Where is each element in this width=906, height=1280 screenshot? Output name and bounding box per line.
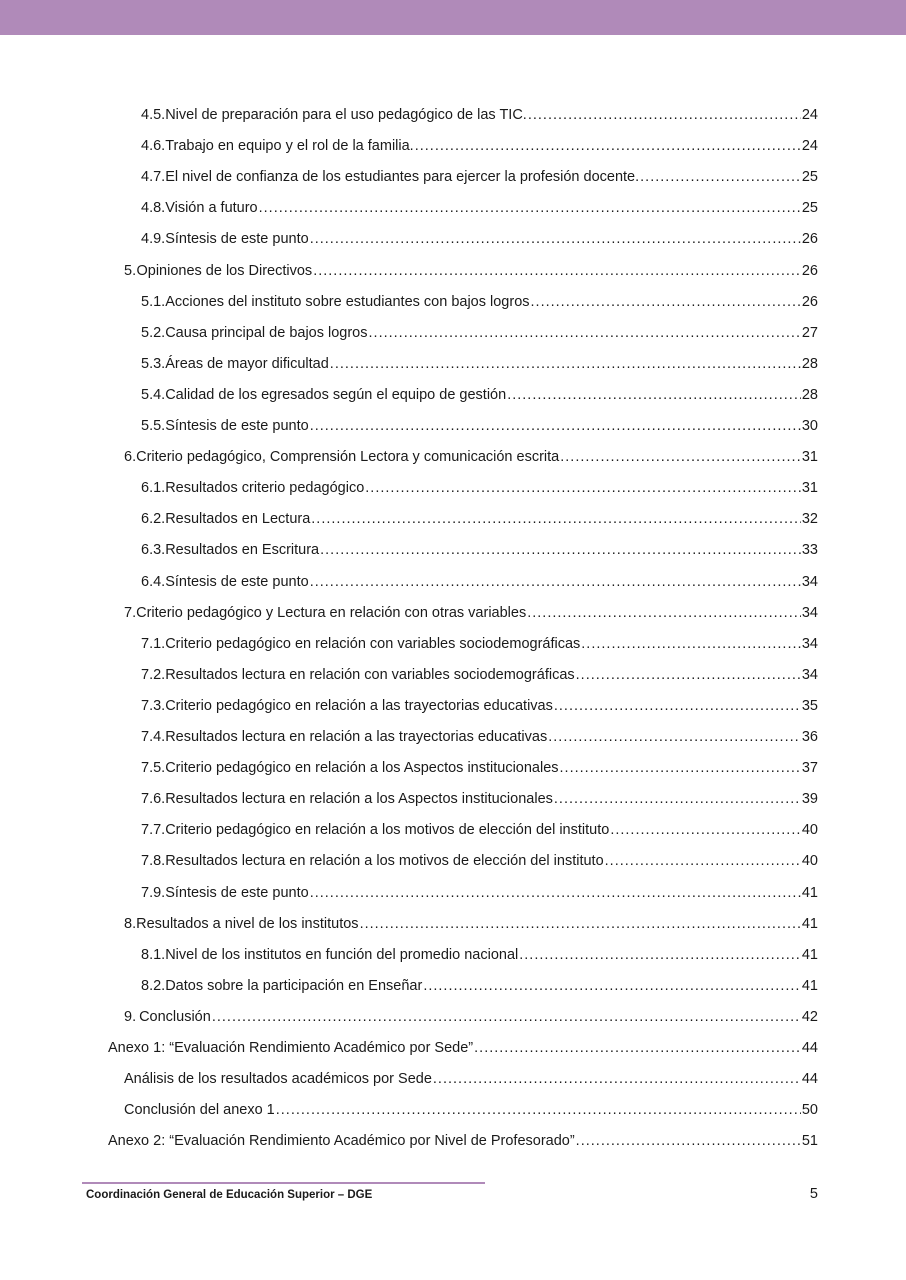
toc-entry[interactable] — [141, 511, 818, 531]
dot-leader — [313, 263, 801, 279]
dot-leader — [360, 916, 801, 932]
toc-entry-number: 8. — [124, 915, 137, 932]
dot-leader — [310, 574, 801, 590]
toc-entry-title: Datos sobre la participación en Enseñar — [165, 977, 423, 994]
toc-entry[interactable] — [141, 200, 818, 220]
toc-entry-number: 7. — [124, 604, 137, 621]
toc-entry-page: 35 — [801, 697, 818, 714]
toc-entry-page: 31 — [801, 480, 818, 497]
toc-entry[interactable] — [124, 1009, 818, 1029]
toc-entry-page: 27 — [801, 324, 818, 341]
toc-entry-number: 5.4. — [141, 386, 166, 403]
toc-entry[interactable] — [141, 698, 818, 718]
toc-entry-number: 7.7. — [141, 822, 166, 839]
dot-leader — [610, 822, 801, 838]
toc-entry-title: Síntesis de este punto — [165, 573, 309, 590]
dot-leader — [310, 231, 801, 247]
toc-entry-title: Criterio pedagógico y Lectura en relación con otras variables — [136, 604, 527, 621]
toc-entry-title: Análisis de los resultados académicos por Sede — [124, 1071, 432, 1088]
dot-leader — [310, 418, 801, 434]
toc-entry-title: Criterio pedagógico en relación con variables sociodemográficas — [165, 635, 581, 652]
toc-entry-title: Resultados a nivel de los institutos — [136, 915, 359, 932]
toc-entry-number: 4.7. — [141, 169, 166, 186]
toc-entry-page: 37 — [801, 760, 818, 777]
dot-leader — [554, 698, 801, 714]
toc-entry-number: 7.3. — [141, 697, 166, 714]
toc-entry-page: 26 — [801, 262, 818, 279]
toc-entry-number: 7.1. — [141, 635, 166, 652]
toc-entry-page: 50 — [801, 1102, 818, 1119]
toc-entry-page: 28 — [801, 386, 818, 403]
dot-leader — [369, 325, 801, 341]
dot-leader — [554, 791, 801, 807]
toc-entry-number: 7.6. — [141, 791, 166, 808]
toc-entry-page: 25 — [801, 200, 818, 217]
footer-divider — [82, 1182, 485, 1184]
toc-entry-page: 30 — [801, 418, 818, 434]
toc-entry-title: Criterio pedagógico en relación a las trayectorias educativas — [165, 697, 553, 714]
toc-entry-page: 24 — [801, 138, 818, 155]
toc-entry[interactable] — [124, 449, 818, 469]
dot-leader — [560, 449, 801, 465]
dot-leader — [259, 200, 801, 216]
toc-entry-title: Síntesis de este punto — [165, 884, 309, 901]
toc-entry-number: 8.2. — [141, 977, 166, 994]
toc-entry[interactable] — [141, 760, 818, 780]
dot-leader — [560, 760, 801, 776]
toc-entry-number: 6.2. — [141, 511, 166, 528]
toc-entry-page: 34 — [801, 635, 818, 652]
toc-entry[interactable] — [141, 729, 818, 749]
toc-entry-title: Resultados criterio pedagógico — [165, 480, 365, 497]
dot-leader — [527, 605, 801, 621]
toc-entry-page: 44 — [801, 1071, 818, 1088]
toc-entry-number: 6.3. — [141, 542, 166, 559]
toc-entry-page: 31 — [801, 449, 818, 466]
dot-leader — [519, 947, 801, 963]
toc-entry-page: 39 — [801, 791, 818, 808]
toc-entry[interactable] — [141, 791, 818, 811]
dot-leader — [581, 636, 801, 652]
toc-entry[interactable] — [141, 231, 818, 251]
toc-entry-title: Anexo 1: “Evaluación Rendimiento Académico por Sede” — [108, 1040, 474, 1056]
toc-entry-title: Calidad de los egresados según el equipo de gestión — [165, 386, 507, 403]
toc-entry-title: Áreas de mayor dificultad — [165, 355, 329, 372]
toc-entry-number: 7.4. — [141, 729, 166, 745]
toc-entry-title: Criterio pedagógico en relación a los motivos de elección del instituto — [165, 822, 610, 839]
toc-entry[interactable] — [124, 605, 818, 625]
toc-entry[interactable] — [141, 667, 818, 687]
toc-entry[interactable] — [141, 542, 818, 562]
dot-leader — [528, 107, 801, 123]
dot-leader — [605, 853, 801, 869]
toc-entry-page: 40 — [801, 853, 818, 870]
toc-entry-page: 40 — [801, 822, 818, 839]
dot-leader — [365, 480, 801, 496]
toc-entry-title: Criterio pedagógico en relación a los Aspectos institucionales — [165, 760, 559, 777]
dot-leader — [330, 356, 801, 372]
toc-entry[interactable] — [141, 325, 818, 345]
toc-entry[interactable] — [141, 107, 818, 127]
toc-entry[interactable] — [141, 387, 818, 407]
toc-entry-title: Opiniones de los Directivos — [136, 262, 313, 279]
toc-entry[interactable] — [124, 1102, 818, 1122]
dot-leader — [276, 1102, 801, 1118]
toc-entry-page: 32 — [801, 511, 818, 528]
toc-entry-number: 4.8. — [141, 200, 166, 217]
toc-entry[interactable] — [141, 822, 818, 842]
dot-leader — [640, 169, 801, 185]
header-bar — [0, 0, 906, 35]
toc-entry-title: Conclusión del anexo 1 — [124, 1102, 275, 1119]
toc-entry-number: 7.2. — [141, 666, 166, 683]
toc-entry-number: 9. — [124, 1008, 137, 1025]
toc-entry-title: Trabajo en equipo y el rol de la familia. — [165, 138, 414, 155]
toc-entry[interactable] — [108, 1133, 818, 1153]
toc-entry[interactable] — [141, 480, 818, 500]
toc-entry-title: Conclusión — [139, 1008, 211, 1025]
toc-entry-title: Visión a futuro — [165, 200, 258, 217]
toc-entry[interactable] — [108, 1040, 818, 1060]
toc-entry[interactable] — [141, 947, 818, 967]
toc-entry[interactable] — [141, 418, 818, 438]
toc-entry-number: 5.2. — [141, 324, 166, 341]
toc-entry-title: Criterio pedagógico, Comprensión Lectora y comunicación escrita — [136, 449, 560, 466]
dot-leader — [507, 387, 801, 403]
toc-entry[interactable] — [141, 294, 818, 314]
toc-entry[interactable] — [141, 138, 818, 158]
toc-entry-page: 41 — [801, 977, 818, 994]
toc-entry-title: Resultados en Escritura — [165, 542, 320, 559]
dot-leader — [433, 1071, 801, 1087]
toc-entry-page: 25 — [801, 169, 818, 186]
toc-entry-number: 7.9. — [141, 884, 166, 901]
toc-entry-page: 51 — [801, 1133, 818, 1150]
toc-entry-number: 4.6. — [141, 138, 166, 155]
toc-entry-number: 5.1. — [141, 293, 166, 310]
footer-text: Coordinación General de Educación Superior – DGE — [86, 1189, 373, 1201]
toc-entry[interactable] — [141, 885, 818, 905]
toc-entry-title: Nivel de preparación para el uso pedagógico de las TIC. — [165, 107, 527, 123]
toc-entry[interactable] — [141, 574, 818, 594]
toc-entry-page: 34 — [801, 604, 818, 621]
toc-entry-title: Causa principal de bajos logros — [165, 324, 368, 341]
toc-entry[interactable] — [141, 356, 818, 376]
toc-entry-number: 4.9. — [141, 231, 166, 248]
toc-entry-number: 4.5. — [141, 107, 166, 123]
dot-leader — [310, 885, 801, 901]
toc-entry[interactable] — [141, 853, 818, 873]
toc-entry[interactable] — [124, 263, 818, 283]
toc-entry-number: 6.1. — [141, 480, 166, 497]
dot-leader — [415, 138, 801, 154]
toc-entry-title: Resultados lectura en relación con variables sociodemográficas — [165, 666, 575, 683]
toc-entry-number: 7.5. — [141, 760, 166, 777]
dot-leader — [576, 1133, 801, 1149]
toc-entry-number: 6.4. — [141, 573, 166, 590]
toc-entry-page: 41 — [801, 946, 818, 963]
toc-entry-page: 24 — [801, 107, 818, 123]
toc-entry-page: 42 — [801, 1008, 818, 1025]
toc-entry-number: 7.8. — [141, 853, 166, 870]
toc-entry-page: 41 — [801, 915, 818, 932]
toc-entry-page: 34 — [801, 573, 818, 590]
dot-leader — [548, 729, 801, 745]
toc-entry-number: 5. — [124, 262, 137, 279]
toc-entry-number: 5.3. — [141, 355, 166, 372]
toc-entry-title: Resultados lectura en relación a los motivos de elección del instituto — [165, 853, 604, 870]
dot-leader — [423, 978, 801, 994]
dot-leader — [320, 542, 801, 558]
toc-entry[interactable] — [124, 1071, 818, 1091]
dot-leader — [311, 511, 801, 527]
dot-leader — [531, 294, 801, 310]
toc-entry-number: 5.5. — [141, 418, 166, 434]
toc-entry-title: El nivel de confianza de los estudiantes para ejercer la profesión docente. — [165, 169, 640, 186]
toc-entry-title: Síntesis de este punto — [165, 231, 309, 248]
page-number: 5 — [809, 1186, 818, 1202]
toc-entry-title: Anexo 2: “Evaluación Rendimiento Académico por Nivel de Profesorado” — [108, 1133, 575, 1150]
toc-entry-number: 6. — [124, 449, 137, 466]
toc-entry[interactable] — [141, 978, 818, 998]
toc-entry-page: 44 — [801, 1040, 818, 1056]
toc-entry[interactable] — [141, 636, 818, 656]
toc-entry-page: 26 — [801, 231, 818, 248]
toc-entry-page: 34 — [801, 666, 818, 683]
toc-entry-title: Resultados lectura en relación a las trayectorias educativas — [165, 729, 548, 745]
toc-entry-title: Resultados en Lectura — [165, 511, 311, 528]
dot-leader — [212, 1009, 801, 1025]
dot-leader — [576, 667, 801, 683]
toc-entry-page: 26 — [801, 293, 818, 310]
toc-entry-title: Nivel de los institutos en función del promedio nacional — [165, 946, 519, 963]
toc-entry-title: Acciones del instituto sobre estudiantes con bajos logros — [165, 293, 530, 310]
toc-entry-page: 33 — [801, 542, 818, 559]
toc-entry-number: 8.1. — [141, 946, 166, 963]
toc-entry-title: Resultados lectura en relación a los Aspectos institucionales — [165, 791, 553, 808]
dot-leader — [474, 1040, 801, 1056]
toc-entry-page: 28 — [801, 355, 818, 372]
toc-entry-page: 36 — [801, 729, 818, 745]
toc-entry[interactable] — [141, 169, 818, 189]
toc-entry[interactable] — [124, 916, 818, 936]
toc-entry-page: 41 — [801, 884, 818, 901]
toc-entry-title: Síntesis de este punto — [165, 418, 309, 434]
